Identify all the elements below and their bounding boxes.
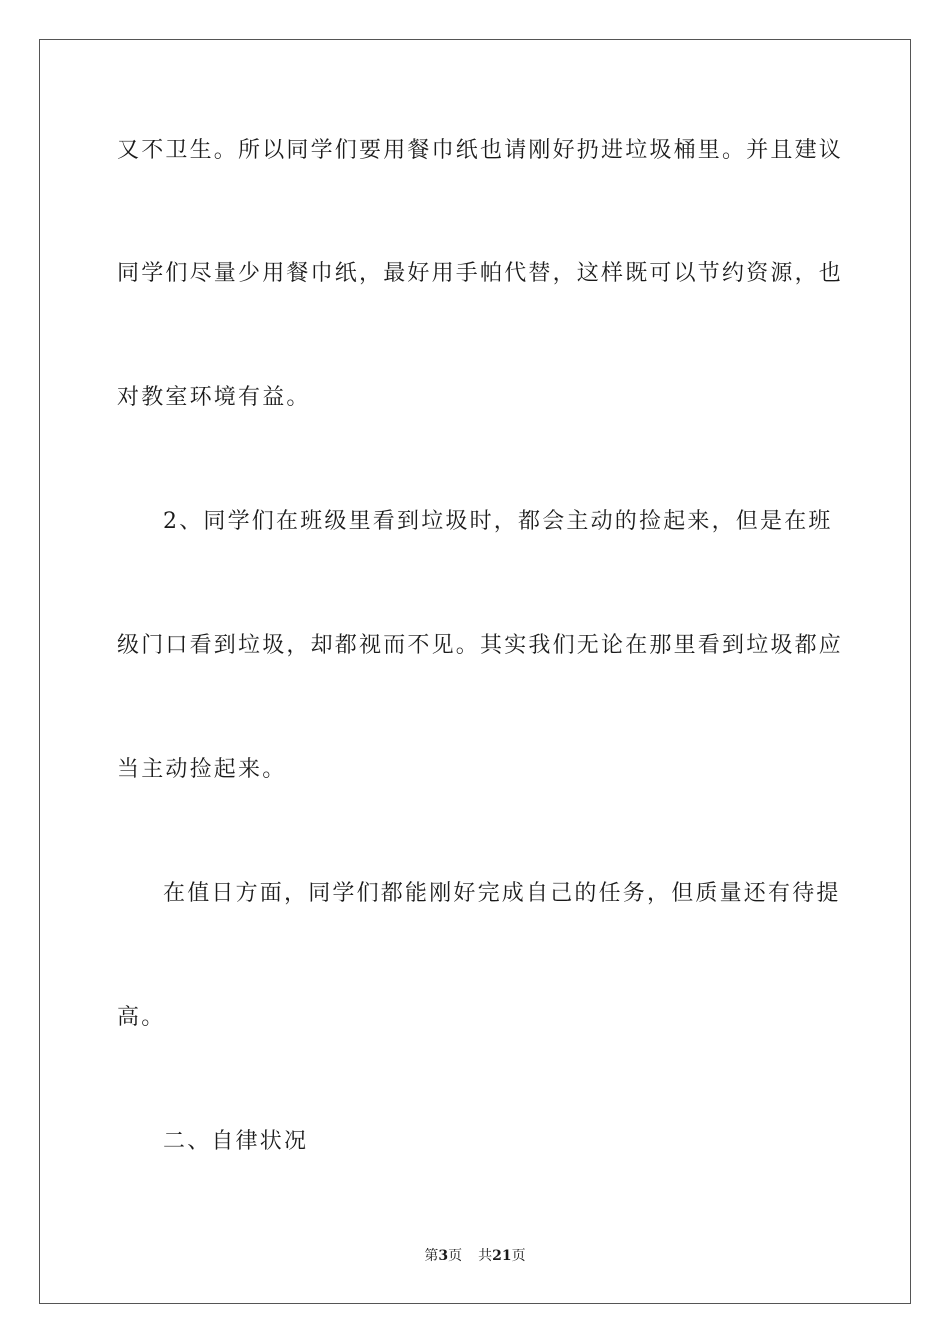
total-suffix: 页 [511, 1248, 526, 1264]
total-prefix: 共 [478, 1248, 493, 1264]
page-footer [0, 1246, 950, 1266]
body-text-line: 又不卫生。所以同学们要用餐巾纸也请刚好扔进垃圾桶里。并且建议 [117, 138, 844, 163]
page-prefix: 第 [424, 1248, 439, 1264]
body-text-line: 在值日方面，同学们都能刚好完成自己的任务，但质量还有待提 [163, 881, 841, 906]
page-border [39, 39, 911, 1304]
body-text-line: 当主动捡起来。 [117, 757, 287, 782]
body-text-line: 对教室环境有益。 [117, 385, 311, 410]
body-text-line: 同学们尽量少用餐巾纸，最好用手帕代替，这样既可以节约资源，也 [117, 261, 844, 286]
section-heading: 二、自律状况 [163, 1129, 309, 1154]
body-text-line: 高。 [117, 1005, 166, 1030]
page-suffix: 页 [448, 1248, 463, 1264]
total-pages: 21 [492, 1248, 512, 1264]
page-number: 3 [438, 1248, 449, 1264]
body-text-line: 2、同学们在班级里看到垃圾时，都会主动的捡起来，但是在班 [163, 509, 833, 534]
body-text-line: 级门口看到垃圾，却都视而不见。其实我们无论在那里看到垃圾都应 [117, 633, 844, 658]
